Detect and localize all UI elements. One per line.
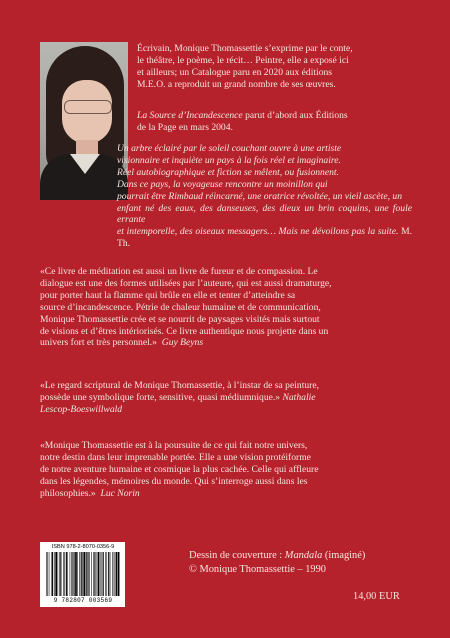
quote-line: notre destin dans leur imprenable portée. Elle a une vision protéiforme	[40, 451, 311, 463]
quote-line: Monique Thomassettie crée et se nourrit de paysages visités mais surtout	[40, 313, 320, 325]
bio-line: et ailleurs; un Catalogue paru en 2020 aux éditions	[137, 66, 333, 78]
blurb-line: Dans ce pays, la voyageuse rencontre un moinillon qui	[117, 178, 328, 190]
barcode-digits: 9 782807 003569	[53, 597, 113, 604]
quote-line: «Monique Thomassettie est à la poursuite de ce qui fait notre univers,	[40, 440, 308, 451]
review-quote	[40, 380, 412, 416]
blurb-line: Un arbre éclairé par le soleil couchant ouvre à une artiste	[117, 143, 342, 154]
cover-art-title: Mandala	[284, 550, 323, 561]
bio-line: M.E.O. a reproduit un grand nombre de ses œuvres.	[137, 78, 336, 90]
publication-note	[137, 110, 412, 134]
quote-line: source d’incandescence. Pétrie de chaleur humaine et de communication,	[40, 301, 321, 313]
quote-line: pour porter haut la flamme qui brûle en elle et tenter d’atteindre sa	[40, 289, 296, 301]
copyright-line: © Monique Thomassettie – 1990	[189, 563, 326, 575]
cover-credit-line: Dessin de couverture : Mandala (imaginé)	[189, 550, 366, 561]
quote-line: de notre aventure humaine et cosmique la plus cachée. Celle qui affleure	[40, 463, 319, 475]
book-title: La Source d’Incandescence	[137, 110, 243, 121]
quote-author: Guy Beyns	[161, 337, 204, 349]
author-bio	[137, 43, 412, 91]
quote-author: Luc Norin	[100, 487, 140, 499]
price: 14,00 EUR	[353, 591, 400, 602]
blurb-line: et intemporelle, des oiseaux messagers… Mais ne dévoilons pas la suite. M. Th.	[117, 226, 413, 250]
publication-line: de la Page en mars 2004.	[137, 121, 233, 133]
isbn-number: ISBN 978-2-8070-0356-9	[51, 544, 115, 550]
blurb-line: Réel autobiographique et fiction se mêlent, ou fusionnent.	[117, 166, 339, 178]
quote-line: philosophies.» Luc Norin	[40, 487, 140, 499]
blurb-signature: M. Th.	[117, 226, 413, 250]
cover-credits	[189, 549, 449, 576]
quote-line: univers fort et très personnel.» Guy Beyns	[40, 337, 204, 349]
isbn-barcode	[40, 542, 125, 607]
review-quote	[40, 440, 412, 500]
quote-line: dans les légendes, mémoires du monde. Qui s’interroge aussi dans les	[40, 475, 308, 487]
author-photo	[40, 42, 128, 200]
quote-line: possède une symbolique forte, sensitive, quasi médiumnique.» Nathalie	[40, 391, 316, 403]
quote-line: «Ce livre de méditation est aussi un livre de fureur et de compassion. Le	[40, 266, 318, 277]
quote-line: de visions et d’êtres intériorisés. Ce livre authentique nous projette dans un	[40, 325, 329, 337]
bio-line: le théâtre, le poème, le récit… Peintre, elle a exposé ici	[137, 54, 349, 66]
quote-author: Nathalie	[282, 391, 316, 403]
barcode-bars	[46, 552, 120, 596]
quote-line: «Le regard scriptural de Monique Thomassettie, à l’instar de sa peinture,	[40, 380, 320, 391]
quote-line	[40, 404, 412, 416]
quote-author: Lescop-Boeswillwald	[40, 403, 123, 415]
publication-line: La Source d’Incandescence parut d’abord aux Éditions	[137, 110, 348, 121]
blurb-line: enfant né des eaux, des danseuses, des dieux un brin coquins, une foule errante	[117, 202, 412, 226]
quote-line: dialogue est une des formes utilisées par l’auteure, qui est aussi dramaturge,	[40, 277, 332, 289]
book-blurb	[117, 143, 412, 250]
blurb-line: visionnaire et inquiète un pays à la fois réel et imaginaire.	[117, 154, 341, 166]
review-quote	[40, 266, 412, 349]
blurb-line: pourrait être Rimbaud réincarné, une oratrice révoltée, un vieil ascète, un	[117, 190, 402, 202]
bio-line: Écrivain, Monique Thomassettie s’exprime par le conte,	[137, 43, 353, 54]
